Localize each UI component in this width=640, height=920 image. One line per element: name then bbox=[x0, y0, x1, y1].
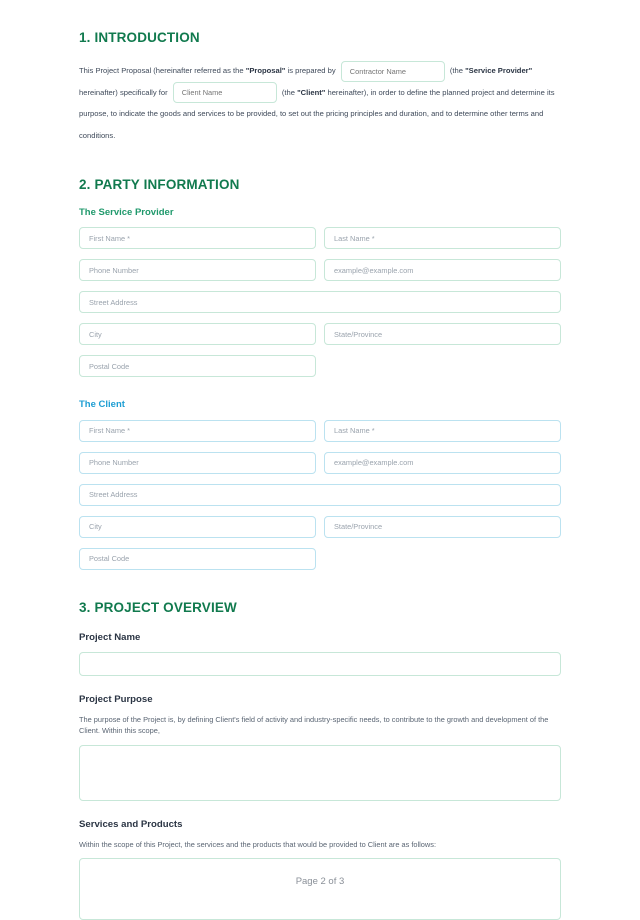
provider-state-province-input[interactable] bbox=[324, 323, 561, 345]
section-heading-project-overview: 3. PROJECT OVERVIEW bbox=[79, 599, 237, 615]
services-and-products-label: Services and Products bbox=[79, 818, 183, 830]
project-name-group bbox=[79, 632, 561, 676]
form-row bbox=[79, 420, 561, 442]
intro-bold-proposal: "Proposal" bbox=[245, 66, 286, 76]
client-first-name-input[interactable] bbox=[79, 420, 316, 442]
form-row bbox=[79, 227, 561, 249]
provider-street-address-input[interactable] bbox=[79, 291, 561, 313]
client-street-address-input[interactable] bbox=[79, 484, 561, 506]
intro-text-part4: hereinafter) specifically for bbox=[79, 87, 170, 97]
project-purpose-helper-text: The purpose of the Project is, by defining Client's field of activity and industry-specific needs, to contribute to the growth and development of the Client. Within this scope, bbox=[79, 714, 549, 736]
project-purpose-label: Project Purpose bbox=[79, 693, 153, 705]
intro-text-part5: (the bbox=[279, 87, 298, 97]
project-purpose-group bbox=[79, 694, 561, 801]
intro-text-part6: hereinafter), in order to define the planned project and determine its purpose, to indicate the goods and services to be provided, to set out the pricing principles and duration, and to determine other terms and conditions. bbox=[79, 87, 555, 141]
project-name-label: Project Name bbox=[79, 631, 141, 643]
intro-text-part3: (the bbox=[447, 66, 466, 76]
service-provider-form bbox=[79, 227, 561, 377]
intro-text-part1: This Project Proposal (hereinafter referred as the bbox=[79, 66, 246, 76]
page-content bbox=[79, 30, 561, 920]
provider-first-name-input[interactable] bbox=[79, 227, 316, 249]
provider-email-input[interactable] bbox=[324, 259, 561, 281]
client-name-input[interactable] bbox=[173, 82, 277, 103]
services-and-products-textarea[interactable] bbox=[79, 858, 561, 920]
provider-city-input[interactable] bbox=[79, 323, 316, 345]
client-last-name-input[interactable] bbox=[324, 420, 561, 442]
client-phone-number-input[interactable] bbox=[79, 452, 316, 474]
services-and-products-helper-text: Within the scope of this Project, the services and the products that would be provided to Client are as follows: bbox=[79, 839, 436, 849]
client-postal-code-input[interactable] bbox=[79, 548, 316, 570]
intro-bold-service-provider: "Service Provider" bbox=[465, 66, 533, 76]
client-form bbox=[79, 420, 561, 570]
form-row bbox=[79, 323, 561, 345]
intro-text-part2: is prepared by bbox=[285, 66, 338, 76]
project-name-input[interactable] bbox=[79, 652, 561, 676]
form-row bbox=[79, 516, 561, 538]
project-purpose-textarea[interactable] bbox=[79, 745, 561, 801]
form-row bbox=[79, 291, 561, 313]
page-footer: Page 2 of 3 bbox=[295, 876, 345, 887]
party-label-service-provider: The Service Provider bbox=[79, 206, 174, 218]
provider-postal-code-input[interactable] bbox=[79, 355, 316, 377]
client-email-input[interactable] bbox=[324, 452, 561, 474]
form-row bbox=[79, 548, 561, 570]
party-label-client: The Client bbox=[79, 399, 125, 411]
services-and-products-group bbox=[79, 819, 561, 920]
provider-phone-number-input[interactable] bbox=[79, 259, 316, 281]
section-heading-party-information: 2. PARTY INFORMATION bbox=[79, 176, 240, 192]
intro-bold-client: "Client" bbox=[297, 87, 326, 97]
form-row bbox=[79, 259, 561, 281]
client-state-province-input[interactable] bbox=[324, 516, 561, 538]
client-city-input[interactable] bbox=[79, 516, 316, 538]
form-row bbox=[79, 355, 561, 377]
form-row bbox=[79, 484, 561, 506]
section-heading-introduction: 1. INTRODUCTION bbox=[79, 30, 200, 45]
form-row bbox=[79, 452, 561, 474]
introduction-paragraph bbox=[79, 60, 561, 147]
contractor-name-input[interactable] bbox=[341, 61, 445, 82]
provider-last-name-input[interactable] bbox=[324, 227, 561, 249]
